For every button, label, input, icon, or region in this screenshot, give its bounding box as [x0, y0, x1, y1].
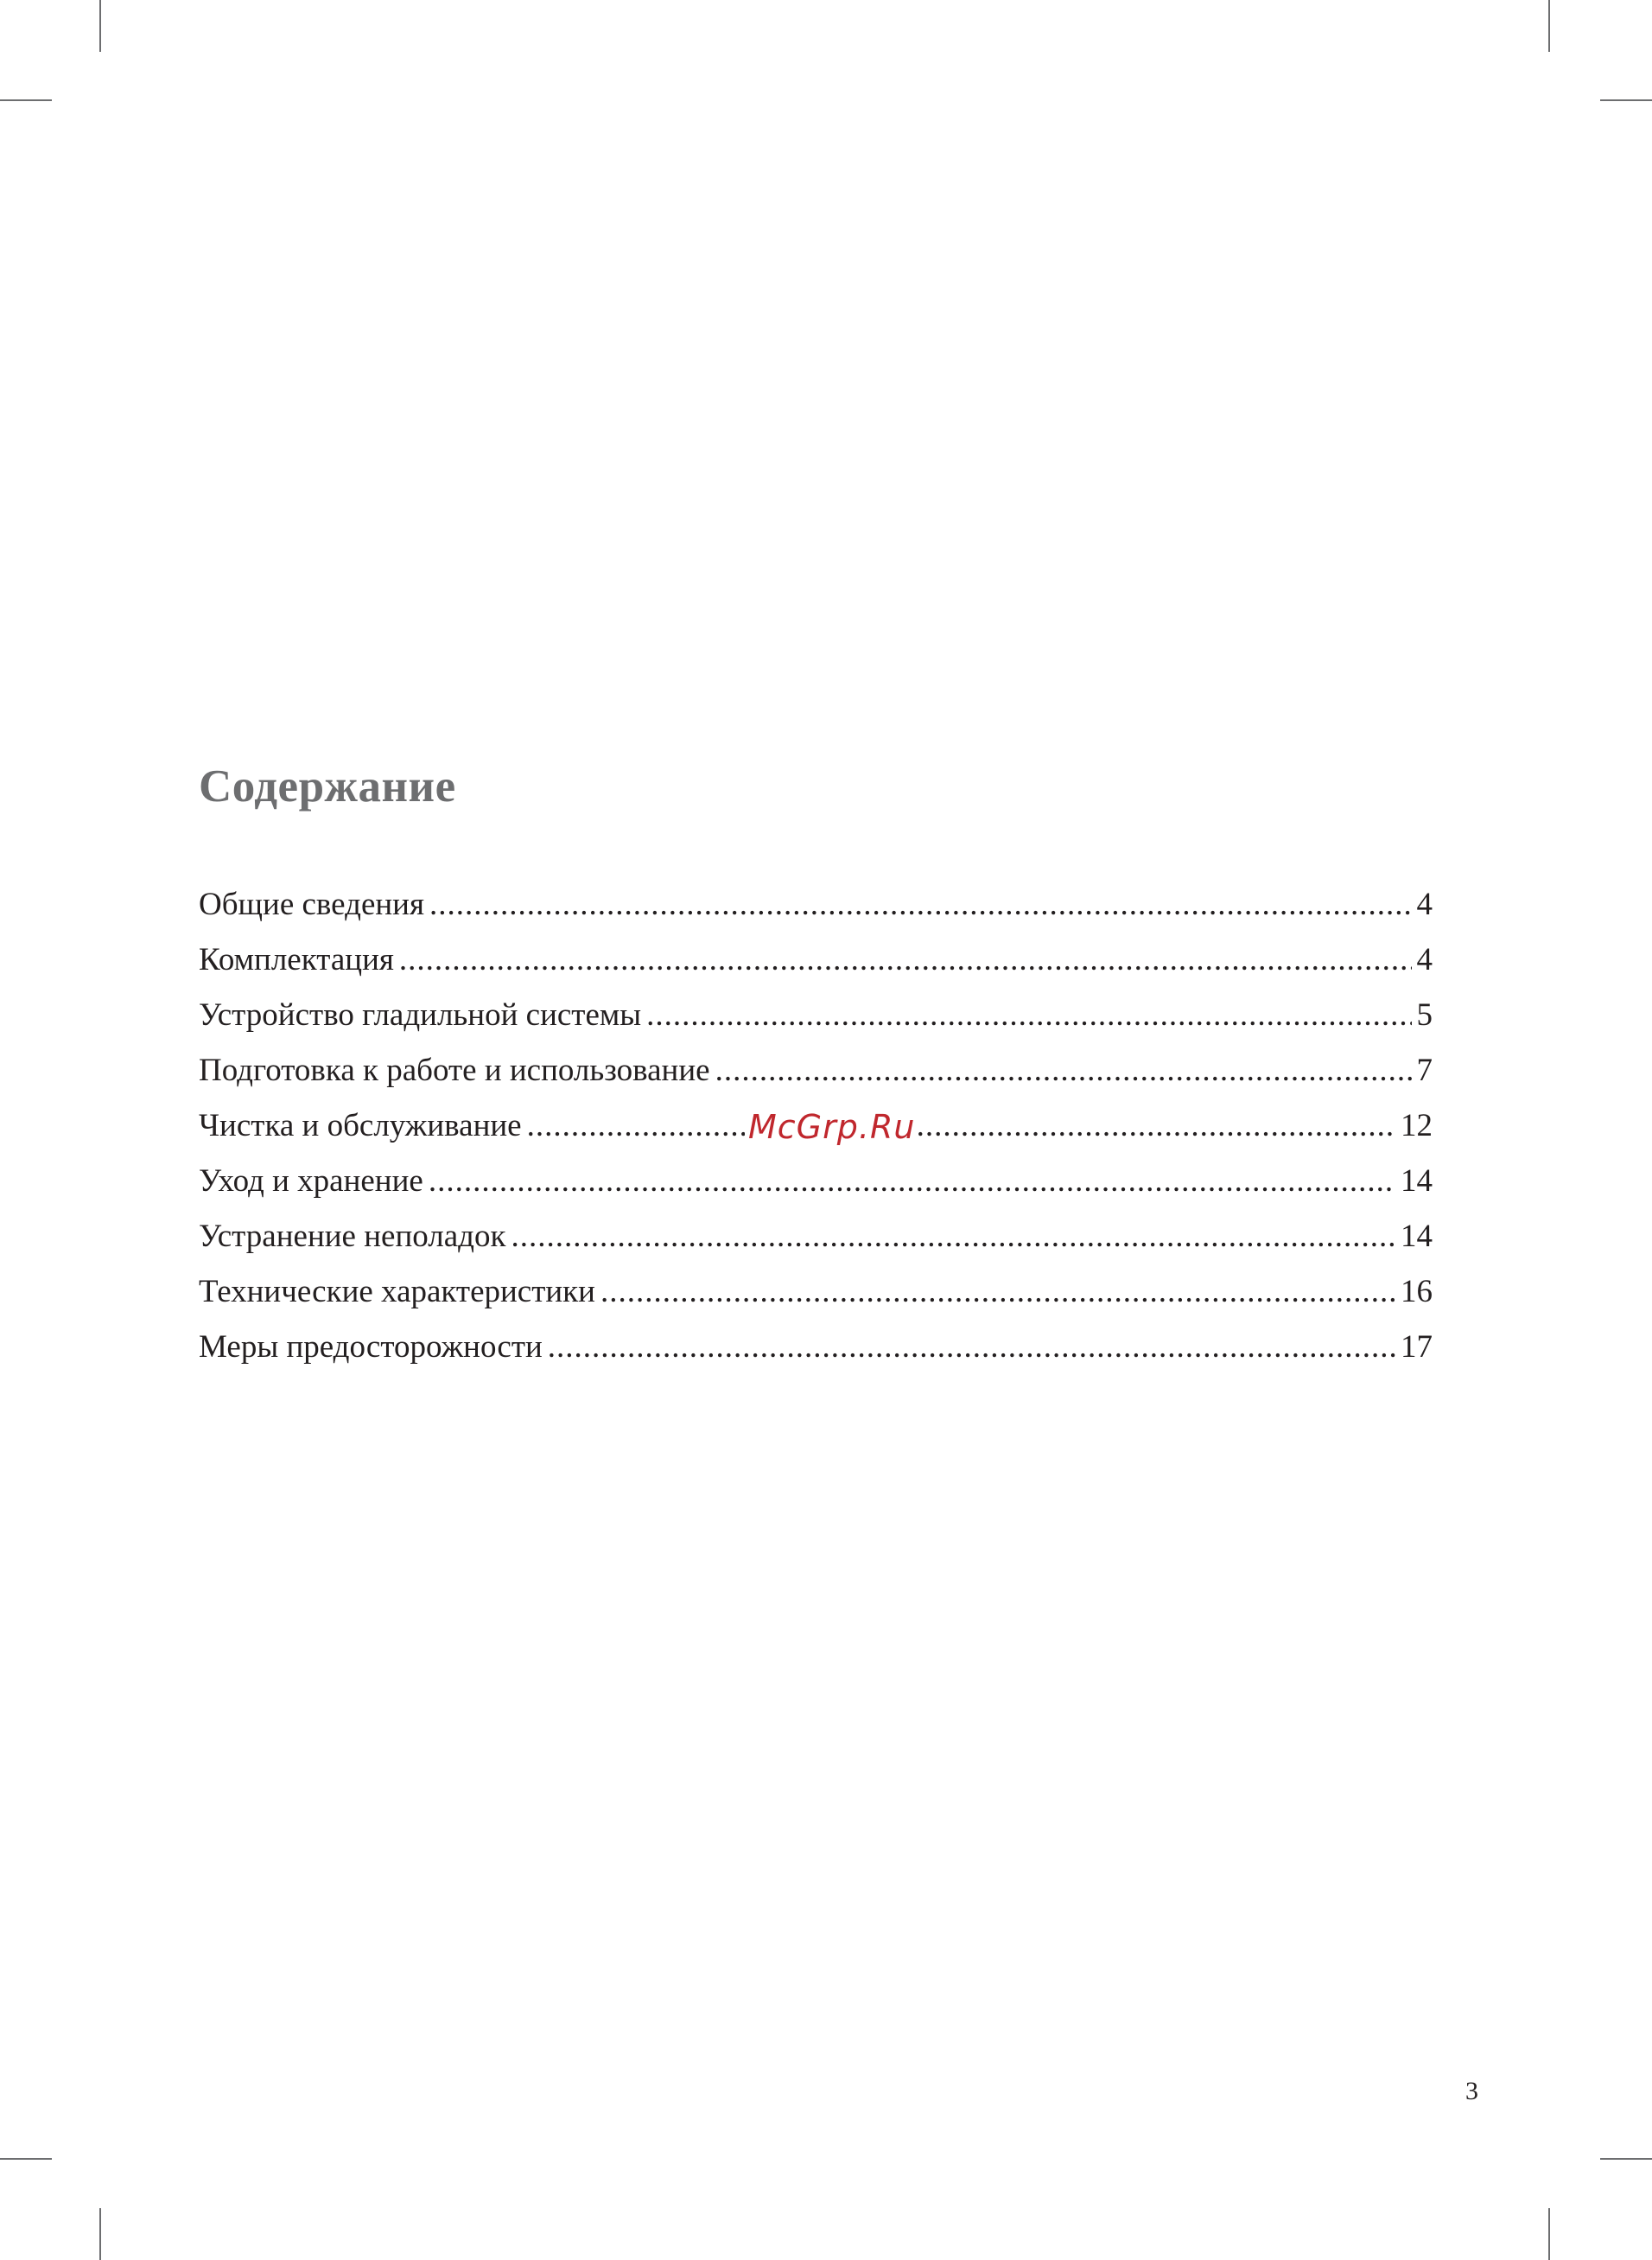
crop-mark-bottom-left-vertical — [99, 2208, 101, 2260]
toc-entry-preparation-and-use[interactable] — [199, 1043, 1433, 1098]
toc-entry-care-and-storage[interactable] — [199, 1154, 1433, 1209]
toc-leader-dots — [600, 1264, 1395, 1320]
toc-entry-label: Меры предосторожности — [199, 1329, 543, 1365]
toc-entry-page: 7 — [1416, 1053, 1433, 1088]
toc-entry-page: 14 — [1401, 1163, 1433, 1199]
crop-mark-top-left-vertical — [99, 0, 101, 52]
toc-entry-label: Чистка и обслуживание — [199, 1108, 522, 1143]
toc-entry-label: Устранение неполадок — [199, 1219, 506, 1254]
crop-mark-bottom-right-horizontal — [1600, 2158, 1652, 2160]
crop-mark-top-left-horizontal — [0, 99, 52, 101]
crop-mark-bottom-left-horizontal — [0, 2158, 52, 2160]
toc-entry-general-info[interactable] — [199, 877, 1433, 933]
crop-mark-top-right-vertical — [1548, 0, 1550, 52]
toc-entry-label: Технические характеристики — [199, 1274, 595, 1309]
toc-entry-page: 12 — [1401, 1108, 1433, 1143]
crop-mark-top-right-horizontal — [1600, 99, 1652, 101]
toc-entry-page: 4 — [1416, 887, 1433, 922]
toc-leader-dots — [646, 988, 1411, 1043]
toc-leader-dots — [399, 933, 1412, 988]
toc-leader-dots — [527, 1098, 1395, 1154]
toc-entry-page: 16 — [1401, 1274, 1433, 1309]
toc-leader-dots — [429, 1154, 1395, 1209]
toc-leader-dots — [715, 1043, 1412, 1098]
toc-entry-device-structure[interactable] — [199, 988, 1433, 1043]
toc-entry-label: Подготовка к работе и использование — [199, 1053, 710, 1088]
toc-entry-label: Общие сведения — [199, 887, 424, 922]
toc-entry-specifications[interactable] — [199, 1264, 1433, 1320]
toc-entry-label: Комплектация — [199, 942, 394, 977]
toc-entry-page: 17 — [1401, 1329, 1433, 1365]
toc-entry-label: Уход и хранение — [199, 1163, 423, 1199]
toc-entry-safety-precautions[interactable] — [199, 1320, 1433, 1375]
toc-entry-page: 5 — [1416, 997, 1433, 1033]
toc-entry-page: 4 — [1416, 942, 1433, 977]
toc-entry-label: Устройство гладильной системы — [199, 997, 642, 1033]
page-title: Содержание — [199, 761, 456, 812]
toc-entry-troubleshooting[interactable] — [199, 1209, 1433, 1264]
page-number: 3 — [1465, 2077, 1478, 2105]
watermark: McGrp.Ru — [745, 1108, 918, 1146]
toc-entry-package-contents[interactable] — [199, 933, 1433, 988]
toc-leader-dots — [511, 1209, 1395, 1264]
toc-entry-page: 14 — [1401, 1219, 1433, 1254]
toc-leader-dots — [429, 877, 1412, 933]
toc-leader-dots — [548, 1320, 1395, 1375]
crop-mark-bottom-right-vertical — [1548, 2208, 1550, 2260]
